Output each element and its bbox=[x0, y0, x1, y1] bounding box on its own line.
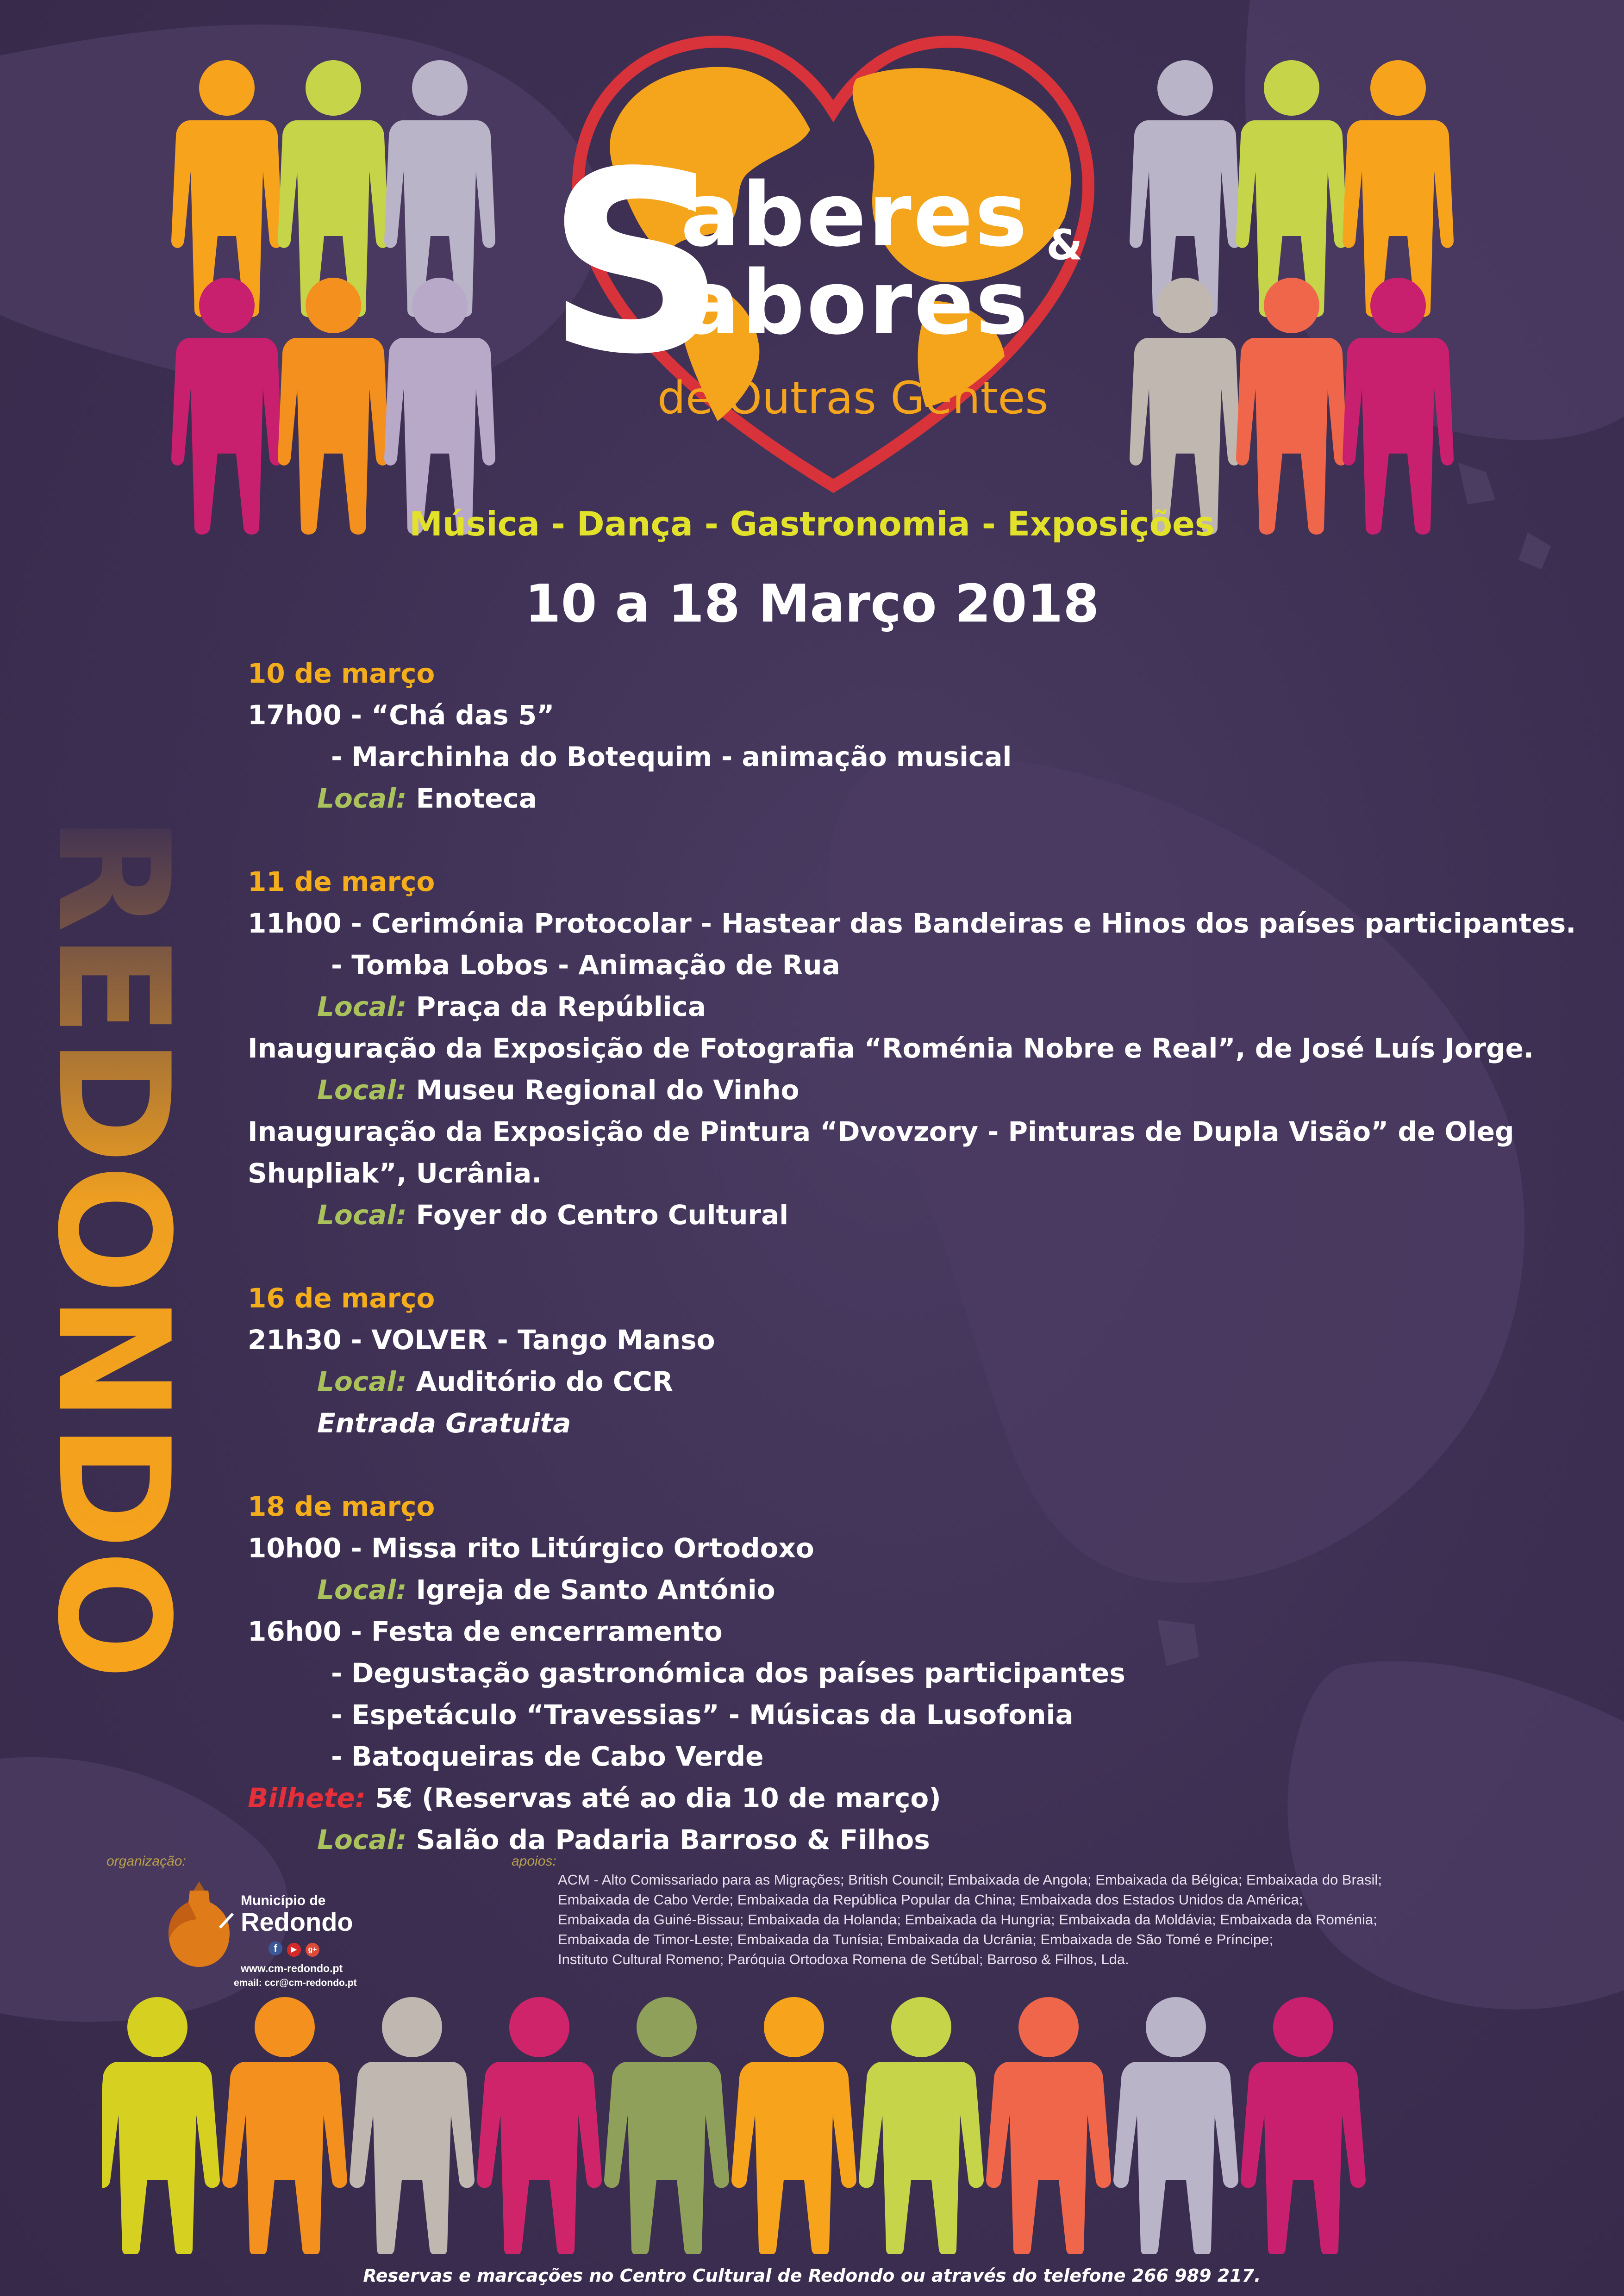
event-location bbox=[248, 1361, 1590, 1402]
title-sabores: abores bbox=[681, 252, 1030, 354]
sponsors-line: Embaixada de Timor-Leste; Embaixada da Tunísia; Embaixada da Ucrânia; Embaixada de São Tomé e Príncipe; bbox=[558, 1931, 1274, 1948]
ticket-label: Bilhete: bbox=[248, 1782, 366, 1814]
person-icon bbox=[986, 1997, 1111, 2254]
title-ampersand: & bbox=[1046, 221, 1083, 269]
person-icon bbox=[222, 1997, 347, 2254]
event-location bbox=[248, 1069, 1590, 1111]
logo-web[interactable]: www.cm-redondo.pt bbox=[241, 1962, 343, 1974]
event-line: - Tomba Lobos - Animação de Rua bbox=[331, 949, 840, 981]
person-icon bbox=[384, 278, 495, 535]
local-label: Local: bbox=[317, 1574, 407, 1605]
logo-line1: Município de bbox=[241, 1893, 326, 1908]
redondo-text: REDONDO bbox=[24, 815, 202, 1678]
local-value: Museu Regional do Vinho bbox=[416, 1074, 800, 1106]
sponsors-line: Instituto Cultural Romeno; Paróquia Ortodoxa Romena de Setúbal; Barroso & Filhos, Lda. bbox=[558, 1951, 1129, 1967]
local-label: Local: bbox=[317, 1366, 407, 1397]
local-value: Enoteca bbox=[416, 783, 537, 814]
event-line: - Marchinha do Botequim - animação musical bbox=[331, 741, 1012, 772]
event-location bbox=[248, 1569, 1590, 1611]
logo-email[interactable]: email: ccr@cm-redondo.pt bbox=[234, 1978, 357, 1988]
person-icon bbox=[859, 1997, 984, 2254]
person-icon bbox=[604, 1997, 729, 2254]
day-heading: 18 de março bbox=[248, 1491, 435, 1522]
day-heading: 11 de março bbox=[248, 866, 435, 897]
social-icons bbox=[269, 1941, 319, 1957]
jug-logo-icon bbox=[164, 1877, 234, 1969]
person-icon bbox=[1343, 278, 1454, 535]
day-heading: 10 de março bbox=[248, 658, 435, 689]
ticket-value: 5€ (Reservas até ao dia 10 de março) bbox=[375, 1782, 941, 1814]
local-label: Local: bbox=[317, 991, 407, 1022]
person-icon bbox=[1236, 278, 1347, 535]
sponsors-line: Embaixada da Guiné-Bissau; Embaixada da Holanda; Embaixada da Hungria; Embaixada da Moldávia; Embaixada da Roménia; bbox=[558, 1911, 1377, 1928]
event-line: 10h00 - Missa rito Litúrgico Ortodoxo bbox=[248, 1532, 814, 1564]
local-value: Foyer do Centro Cultural bbox=[416, 1199, 789, 1231]
local-label: Local: bbox=[317, 1074, 407, 1106]
sponsors-line: ACM - Alto Comissariado para as Migrações; British Council; Embaixada de Angola; Embaixada da Bélgica; Embaixada do Brasil; bbox=[558, 1872, 1382, 1888]
local-value: Praça da República bbox=[416, 991, 706, 1022]
footer-reservations: Reservas e marcações no Centro Cultural de Redondo ou através do telefone 266 989 217. bbox=[363, 2265, 1261, 2286]
event-line: - Espetáculo “Travessias” - Músicas da Lusofonia bbox=[331, 1699, 1074, 1730]
event-line: Inauguração da Exposição de Pintura “Dvovzory - Pinturas de Dupla Visão” de Oleg Shupliak”, Ucrânia. bbox=[248, 1116, 1514, 1189]
person-icon bbox=[350, 1997, 475, 2254]
title-subtitle: de Outras Gentes bbox=[657, 372, 1049, 424]
facebook-icon[interactable]: f bbox=[269, 1941, 282, 1955]
event-location bbox=[248, 1194, 1590, 1236]
title-saberes: aberes bbox=[681, 164, 1029, 266]
event-line: - Batoqueiras de Cabo Verde bbox=[331, 1741, 764, 1772]
person-icon bbox=[171, 278, 282, 535]
title-big-s: S bbox=[546, 118, 726, 409]
local-value: Auditório do CCR bbox=[416, 1366, 673, 1397]
title-logo bbox=[532, 23, 1134, 514]
local-value: Igreja de Santo António bbox=[416, 1574, 775, 1605]
sponsors-line: Embaixada de Cabo Verde; Embaixada da República Popular da China; Embaixada dos Estados Unidos da América; bbox=[558, 1892, 1303, 1908]
logo-line2: Redondo bbox=[241, 1907, 353, 1936]
sponsors-list bbox=[558, 1870, 1620, 1969]
local-value: Salão da Padaria Barroso & Filhos bbox=[416, 1824, 930, 1855]
event-location bbox=[248, 778, 1590, 819]
people-figures-top-left bbox=[167, 46, 518, 537]
person-icon bbox=[102, 1997, 220, 2254]
date-range: 10 a 18 Março 2018 bbox=[525, 574, 1099, 634]
youtube-icon[interactable]: ▶ bbox=[287, 1943, 301, 1957]
people-figures-bottom-row bbox=[102, 1995, 1528, 2254]
event-line: - Degustação gastronómica dos países participantes bbox=[331, 1657, 1125, 1689]
event-line: 16h00 - Festa de encerramento bbox=[248, 1616, 723, 1647]
local-label: Local: bbox=[317, 1199, 407, 1231]
tagline: Música - Dança - Gastronomia - Exposições bbox=[409, 504, 1215, 543]
event-note: Entrada Gratuita bbox=[317, 1407, 571, 1439]
person-icon bbox=[1113, 1997, 1238, 2254]
person-icon bbox=[1241, 1997, 1366, 2254]
person-icon bbox=[731, 1997, 856, 2254]
day-heading: 16 de março bbox=[248, 1282, 435, 1314]
local-label: Local: bbox=[317, 783, 407, 814]
people-figures-top-right bbox=[1111, 46, 1463, 537]
person-icon bbox=[1130, 278, 1241, 535]
apoios-label: apoios: bbox=[512, 1854, 556, 1869]
municipio-redondo-logo bbox=[164, 1867, 387, 2006]
event-line: 21h30 - VOLVER - Tango Manso bbox=[248, 1324, 715, 1356]
local-label: Local: bbox=[317, 1824, 407, 1855]
event-line: Inauguração da Exposição de Fotografia “Roménia Nobre e Real”, de José Luís Jorge. bbox=[248, 1033, 1534, 1064]
organizacao-label: organização: bbox=[106, 1854, 186, 1869]
event-line: 11h00 - Cerimónia Protocolar - Hastear das Bandeiras e Hinos dos países participantes. bbox=[248, 908, 1576, 939]
event-location bbox=[248, 1819, 1590, 1860]
event-line: 17h00 - “Chá das 5” bbox=[248, 699, 555, 731]
person-icon bbox=[278, 278, 389, 535]
ticket-info bbox=[248, 1777, 1590, 1819]
google-plus-icon[interactable]: g+ bbox=[306, 1943, 319, 1957]
person-icon bbox=[477, 1997, 602, 2254]
program-schedule bbox=[248, 653, 1590, 1860]
event-location bbox=[248, 986, 1590, 1027]
redondo-vertical-title bbox=[19, 815, 204, 1685]
